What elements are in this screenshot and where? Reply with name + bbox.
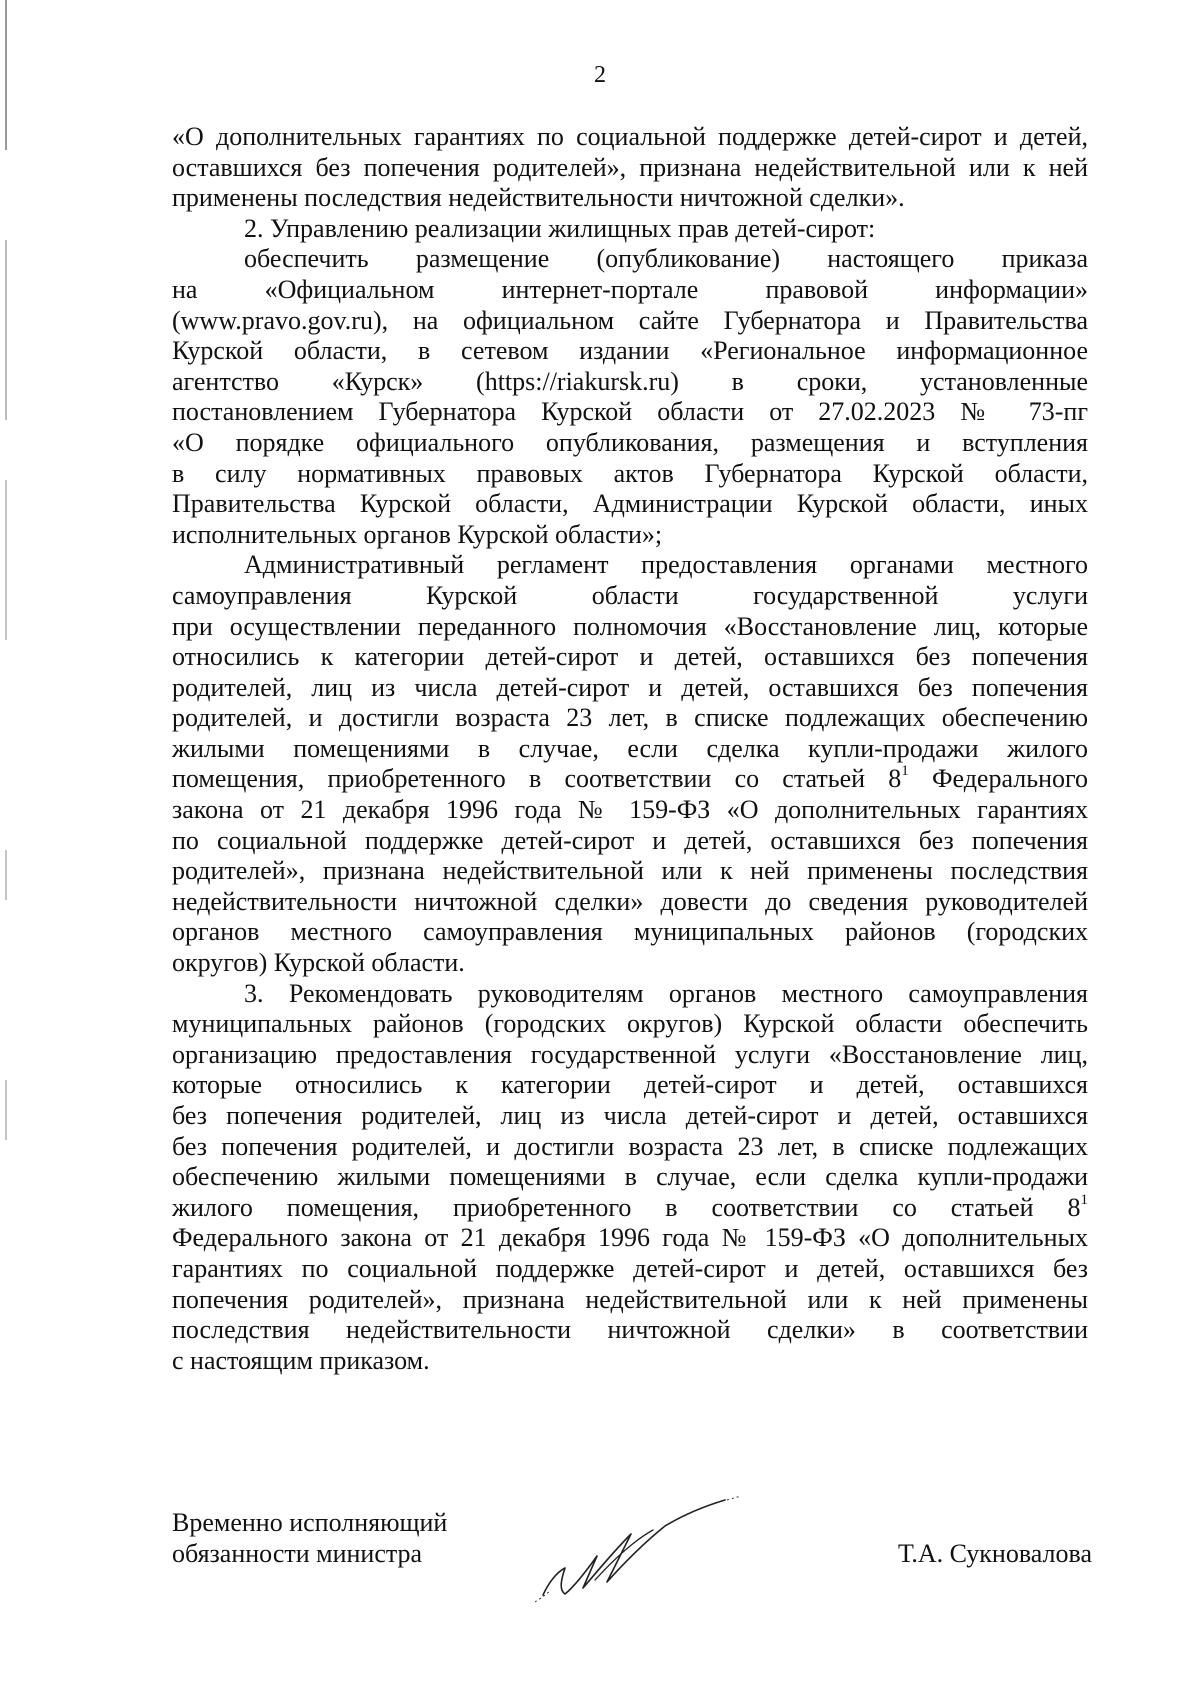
text-line: «О дополнительных гарантиях по социальной поддержке детей-сирот и детей, bbox=[172, 122, 1088, 151]
text-line-with-sup bbox=[172, 764, 1088, 795]
text-line: с настоящим приказом. bbox=[172, 1345, 430, 1375]
text-line-with-sup bbox=[172, 1193, 1088, 1224]
signer-position bbox=[172, 1508, 447, 1569]
text-line: по социальной поддержке детей-сирот и детей, оставшихся без попечения bbox=[172, 825, 1088, 855]
paragraph bbox=[172, 122, 1088, 214]
text-segment: жилого помещения, приобретенного в соответствии со статьей 8 bbox=[172, 1192, 1081, 1222]
text-line: в силу нормативных правовых актов Губернатора Курской области, bbox=[172, 458, 1088, 488]
text-line: родителей, лиц из числа детей-сирот и детей, оставшихся без попечения bbox=[172, 672, 1088, 702]
text-line: родителей», признана недействительной или к ней применены последствия bbox=[172, 856, 1088, 886]
text-line: жилыми помещениями в случае, если сделка купли-продажи жилого bbox=[172, 733, 1088, 763]
text-line: на «Официальном интернет-портале правовой информации» bbox=[172, 274, 1088, 304]
document-body bbox=[172, 122, 1088, 1376]
text-line: постановлением Губернатора Курской области от 27.02.2023 № 73-пг bbox=[172, 397, 1088, 427]
text-line: обеспечению жилыми помещениями в случае, если сделка купли-продажи bbox=[172, 1162, 1088, 1192]
superscript: 1 bbox=[901, 763, 909, 780]
text-line: без попечения родителей, и достигли возраста 23 лет, в списке подлежащих bbox=[172, 1131, 1088, 1161]
paragraph-item-2 bbox=[172, 214, 1088, 245]
signer-position-line: Временно исполняющий bbox=[172, 1508, 448, 1537]
text-line: (www.pravo.gov.ru), на официальном сайте Губернатора и Правительства bbox=[172, 305, 1088, 335]
text-segment: помещения, приобретенного в соответствии со статьей 8 bbox=[172, 764, 902, 794]
text-line: организацию предоставления государственной услуги «Восстановление лиц, bbox=[172, 1039, 1088, 1069]
superscript: 1 bbox=[1080, 1191, 1088, 1208]
text-line: относились к категории детей-сирот и детей, оставшихся без попечения bbox=[172, 642, 1088, 672]
paragraph-item-3 bbox=[172, 979, 1088, 1377]
scan-edge-marks bbox=[5, 0, 7, 1702]
text-line: родителей, и достигли возраста 23 лет, в списке подлежащих обеспечению bbox=[172, 703, 1088, 733]
paragraph bbox=[172, 244, 1088, 550]
text-line: Федерального закона от 21 декабря 1996 года № 159-ФЗ «О дополнительных bbox=[172, 1223, 1088, 1253]
text-line: последствия недействительности ничтожной сделки» в соответствии bbox=[172, 1315, 1088, 1345]
text-line: применены последствия недействительности ничтожной сделки». bbox=[172, 183, 905, 213]
text-line: муниципальных районов (городских округов) Курской области обеспечить bbox=[172, 1009, 1088, 1039]
signer-name: Т.А. Сукновалова bbox=[898, 1539, 1092, 1568]
text-line: недействительности ничтожной сделки» довести до сведения руководителей bbox=[172, 886, 1088, 916]
handwritten-signature bbox=[535, 1490, 755, 1610]
text-line: гарантиях по социальной поддержке детей-сирот и детей, оставшихся без bbox=[172, 1253, 1088, 1283]
text-line: оставшихся без попечения родителей», признана недействительной или к ней bbox=[172, 152, 1088, 182]
text-line: Административный регламент предоставления органами местного bbox=[244, 550, 1088, 580]
text-line: без попечения родителей, лиц из числа детей-сирот и детей, оставшихся bbox=[172, 1101, 1088, 1130]
text-line: обеспечить размещение (опубликование) настоящего приказа bbox=[244, 244, 1088, 274]
text-line: закона от 21 декабря 1996 года № 159-ФЗ «О дополнительных гарантиях bbox=[172, 795, 1088, 825]
text-segment: Федерального bbox=[908, 764, 1088, 794]
text-line: Курской области, в сетевом издании «Региональное информационное bbox=[172, 336, 1088, 366]
page-number: 2 bbox=[594, 62, 606, 88]
text-line: при осуществлении переданного полномочия «Восстановление лиц, которые bbox=[172, 611, 1088, 641]
text-line: попечения родителей», признана недействительной или к ней применены bbox=[172, 1284, 1088, 1314]
text-line: округов) Курской области. bbox=[172, 948, 465, 978]
paragraph bbox=[172, 550, 1088, 978]
text-line: 3. Рекомендовать руководителям органов местного самоуправления bbox=[244, 978, 1088, 1008]
text-line: 2. Управлению реализации жилищных прав детей-сирот: bbox=[244, 213, 876, 243]
text-line: самоуправления Курской области государственной услуги bbox=[172, 580, 1088, 610]
signer-position-line: обязанности министра bbox=[172, 1538, 423, 1568]
text-line: Правительства Курской области, Администрации Курской области, иных bbox=[172, 489, 1088, 519]
text-line: которые относились к категории детей-сирот и детей, оставшихся bbox=[172, 1070, 1088, 1100]
text-line: «О порядке официального опубликования, размещения и вступления bbox=[172, 427, 1088, 457]
text-line: органов местного самоуправления муниципальных районов (городских bbox=[172, 917, 1088, 947]
text-line: агентство «Курск» (https://riakursk.ru) в сроки, установленные bbox=[172, 366, 1088, 396]
text-line: исполнительных органов Курской области»; bbox=[172, 519, 663, 549]
